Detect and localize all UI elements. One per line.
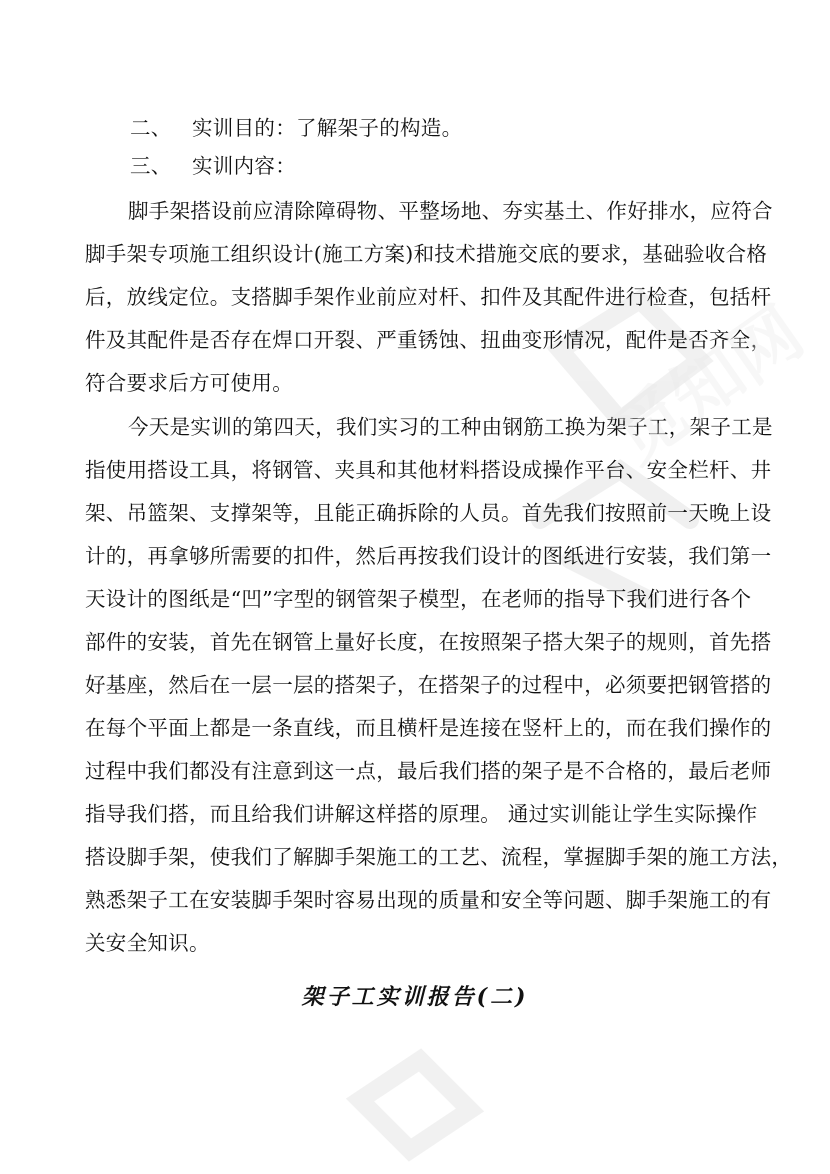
paragraph2-line: 指导我们搭，而且给我们讲解这样搭的原理。 通过实训能让学生实际操作 — [85, 802, 758, 826]
paragraph1-line: 件及其配件是否存在焊口开裂、严重锈蚀、扭曲变形情况，配件是否齐全， — [85, 328, 772, 352]
paragraph2-line: 过程中我们都没有注意到这一点，最后我们搭的架子是不合格的，最后老师 — [85, 759, 772, 783]
paragraph2-line: 架、吊篮架、支撑架等，且能正确拆除的人员。首先我们按照前一天晚上设 — [85, 501, 772, 525]
paragraph2-line: 好基座，然后在一层一层的搭架子，在搭架子的过程中，必须要把钢管搭的 — [85, 673, 772, 697]
section-content-text: 实训内容： — [192, 154, 296, 178]
paragraph1-line: 后，放线定位。支搭脚手架作业前应对杆、扣件及其配件进行检查，包括杆 — [85, 285, 772, 309]
paragraph2-line: 计的，再拿够所需要的扣件，然后再按我们设计的图纸进行安装，我们第一 — [85, 544, 772, 568]
paragraph1-line: 符合要求后方可使用。 — [85, 371, 293, 395]
paragraph2-line: 关安全知识。 — [85, 931, 210, 955]
section-content-number: 三、 — [130, 154, 172, 178]
section-purpose — [130, 114, 462, 142]
paragraph2-line: 熟悉架子工在安装脚手架时容易出现的质量和安全等问题、脚手架施工的有 — [85, 888, 772, 912]
paragraph2-line: 部件的安装，首先在钢管上量好长度，在按照架子搭大架子的规则，首先搭 — [85, 630, 772, 654]
paragraph1-line: 脚手架专项施工组织设计(施工方案)和技术措施交底的要求，基础验收合格 — [85, 242, 768, 266]
paragraph2-line: 天设计的图纸是“凹”字型的钢管架子模型，在老师的指导下我们进行各个 — [85, 587, 752, 611]
watermark-text: 觅知网 — [598, 291, 818, 479]
section-purpose-text: 实训目的：了解架子的构造。 — [192, 116, 463, 140]
paragraph1-line: 脚手架搭设前应清除障碍物、平整场地、夯实基土、作好排水，应符合 — [128, 199, 773, 223]
paragraph2-line: 指使用搭设工具，将钢管、夹具和其他材料搭设成操作平台、安全栏杆、井 — [85, 458, 772, 482]
section-purpose-number: 二、 — [130, 116, 172, 140]
paragraph2-line: 搭设脚手架，使我们了解脚手架施工的工艺、流程，掌握脚手架的施工方法， — [85, 845, 793, 869]
report-title: 架子工实训报告(二) — [301, 984, 529, 1010]
section-content — [130, 152, 296, 180]
paragraph2-line: 今天是实训的第四天，我们实习的工种由钢筋工换为架子工，架子工是 — [128, 415, 773, 439]
paragraph2-line: 在每个平面上都是一条直线，而且横杆是连接在竖杆上的，而在我们操作的 — [85, 716, 772, 740]
